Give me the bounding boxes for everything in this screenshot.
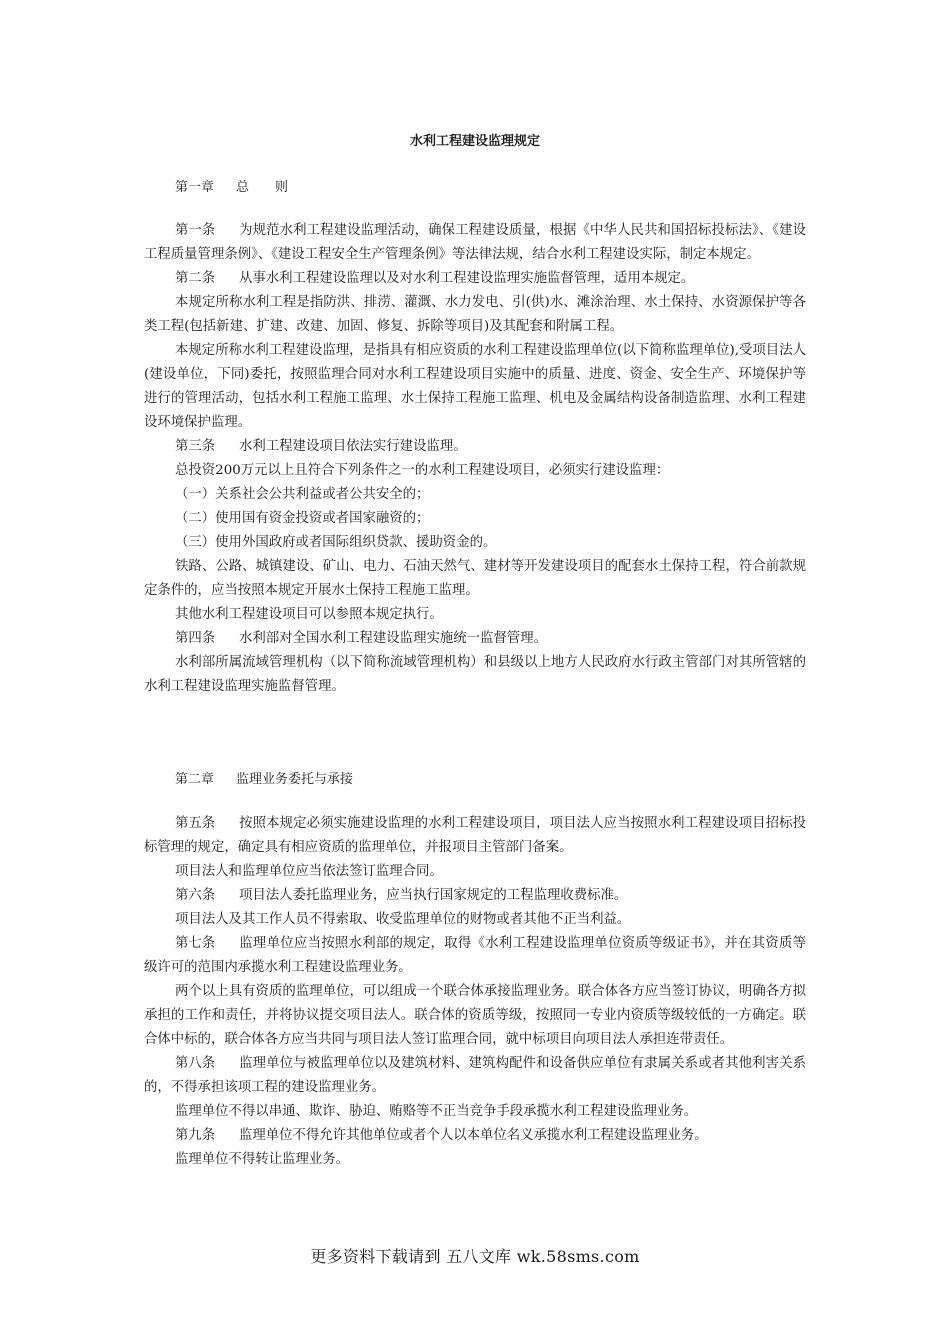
paragraph xyxy=(144,531,806,555)
article-number: 第二条 xyxy=(175,271,216,286)
article-number: 第八条 xyxy=(175,1056,216,1071)
paragraph xyxy=(144,812,806,860)
article-number: 第三条 xyxy=(175,439,216,454)
paragraph xyxy=(144,1148,806,1172)
paragraph-text: 两个以上具有资质的监理单位，可以组成一个联合体承接监理业务。联合体各方应当签订协议，明确各方拟承担的工作和责任，并将协议提交项目法人。联合体的资质等级，按照同一专业内资质等级较低的一方确定。联合体中标的，联合体各方应当共同与项目法人签订监理合同，就中标项目向项目法人承担连带责任。 xyxy=(144,984,806,1047)
paragraph xyxy=(144,627,806,651)
paragraph xyxy=(144,884,806,908)
article-number: 第九条 xyxy=(175,1128,216,1143)
article-number: 第四条 xyxy=(175,631,216,646)
paragraph xyxy=(144,267,806,291)
paragraph xyxy=(144,483,806,507)
paragraph-text: 监理单位不得允许其他单位或者个人以本单位名义承揽水利工程建设监理业务。 xyxy=(239,1128,708,1143)
paragraph xyxy=(144,555,806,603)
paragraph-text: 水利部对全国水利工程建设监理实施统一监督管理。 xyxy=(239,631,547,646)
chapter-title: 监理业务委托与承接 xyxy=(236,772,354,787)
paragraph xyxy=(144,339,806,435)
paragraph-text: 监理单位不得以串通、欺诈、胁迫、贿赂等不正当竞争手段承揽水利工程建设监理业务。 xyxy=(175,1104,698,1119)
paragraph xyxy=(144,860,806,884)
chapter-title: 总 则 xyxy=(236,180,289,195)
paragraph-text: 监理单位与被监理单位以及建筑材料、建筑构配件和设备供应单位有隶属关系或者其他利害关系的，不得承担该项工程的建设监理业务。 xyxy=(144,1056,806,1095)
paragraph-text: 水利工程建设项目依法实行建设监理。 xyxy=(239,439,467,454)
paragraph-text: 监理单位应当按照水利部的规定，取得《水利工程建设监理单位资质等级证书》，并在其资质等级许可的范围内承揽水利工程建设监理业务。 xyxy=(144,936,806,975)
paragraph xyxy=(144,435,806,459)
chapter-number: 第一章 xyxy=(175,180,215,195)
paragraph-text: （三）使用外国政府或者国际组织贷款、援助资金的。 xyxy=(175,535,497,550)
footer-note: 更多资料下载请到 五八文库 wk.58sms.com xyxy=(310,1247,640,1266)
paragraph xyxy=(144,1100,806,1124)
paragraph-text: 监理单位不得转让监理业务。 xyxy=(175,1152,350,1167)
paragraph xyxy=(144,219,806,267)
paragraph-text: 总投资200万元以上且符合下列条件之一的水利工程建设项目，必须实行建设监理： xyxy=(175,463,670,478)
chapter-2-heading xyxy=(175,768,353,787)
paragraph xyxy=(144,651,806,699)
chapter-2-body xyxy=(144,812,806,1172)
paragraph-text: 项目法人及其工作人员不得索取、收受监理单位的财物或者其他不正当利益。 xyxy=(175,912,631,927)
paragraph xyxy=(144,291,806,339)
paragraph-text: （二）使用国有资金投资或者国家融资的； xyxy=(175,511,430,526)
paragraph-text: 从事水利工程建设监理以及对水利工程建设监理实施监督管理，适用本规定。 xyxy=(239,271,695,286)
paragraph-text: 水利部所属流域管理机构（以下简称流域管理机构）和县级以上地方人民政府水行政主管部门对其所管辖的水利工程建设监理实施监督管理。 xyxy=(144,655,806,694)
paragraph xyxy=(144,1124,806,1148)
paragraph-text: 项目法人委托监理业务，应当执行国家规定的工程监理收费标准。 xyxy=(239,888,628,903)
paragraph-text: 其他水利工程建设项目可以参照本规定执行。 xyxy=(175,607,443,622)
paragraph-text: 本规定所称水利工程是指防洪、排涝、灌溉、水力发电、引(供)水、滩涂治理、水土保持、水资源保护等各类工程(包括新建、扩建、改建、加固、修复、拆除等项目)及其配套和附属工程。 xyxy=(144,295,806,334)
paragraph xyxy=(144,932,806,980)
chapter-1-body xyxy=(144,219,806,699)
article-number: 第五条 xyxy=(175,816,216,831)
paragraph-text: 为规范水利工程建设监理活动，确保工程建设质量，根据《中华人民共和国招标投标法》、《建设工程质量管理条例》、《建设工程安全生产管理条例》等法律法规，结合水利工程建设实际，制定本规定。 xyxy=(144,223,806,262)
paragraph-text: 铁路、公路、城镇建设、矿山、电力、石油天然气、建材等开发建设项目的配套水土保持工程，符合前款规定条件的，应当按照本规定开展水土保持工程施工监理。 xyxy=(144,559,806,598)
paragraph-text: （一）关系社会公共利益或者公共安全的； xyxy=(175,487,430,502)
document-title: 水利工程建设监理规定 xyxy=(409,134,540,149)
paragraph xyxy=(144,980,806,1052)
paragraph-text: 本规定所称水利工程建设监理，是指具有相应资质的水利工程建设监理单位(以下简称监理单位),受项目法人(建设单位，下同)委托，按照监理合同对水利工程建设项目实施中的质量、进度、资金、安全生产、环境保护等进行的管理活动，包括水利工程施工监理、水土保持工程施工监理、机电及金属结构设备制造监理、水利工程建设环境保护监理。 xyxy=(144,343,806,430)
chapter-number: 第二章 xyxy=(175,772,215,787)
paragraph xyxy=(144,603,806,627)
paragraph xyxy=(144,459,806,483)
paragraph-text: 项目法人和监理单位应当依法签订监理合同。 xyxy=(175,864,443,879)
article-number: 第一条 xyxy=(175,223,216,238)
article-number: 第六条 xyxy=(175,888,216,903)
article-number: 第七条 xyxy=(175,936,216,951)
paragraph xyxy=(144,908,806,932)
paragraph xyxy=(144,1052,806,1100)
paragraph xyxy=(144,507,806,531)
chapter-1-heading xyxy=(175,176,288,195)
paragraph-text: 按照本规定必须实施建设监理的水利工程建设项目，项目法人应当按照水利工程建设项目招标投标管理的规定，确定具有相应资质的监理单位，并报项目主管部门备案。 xyxy=(144,816,806,855)
